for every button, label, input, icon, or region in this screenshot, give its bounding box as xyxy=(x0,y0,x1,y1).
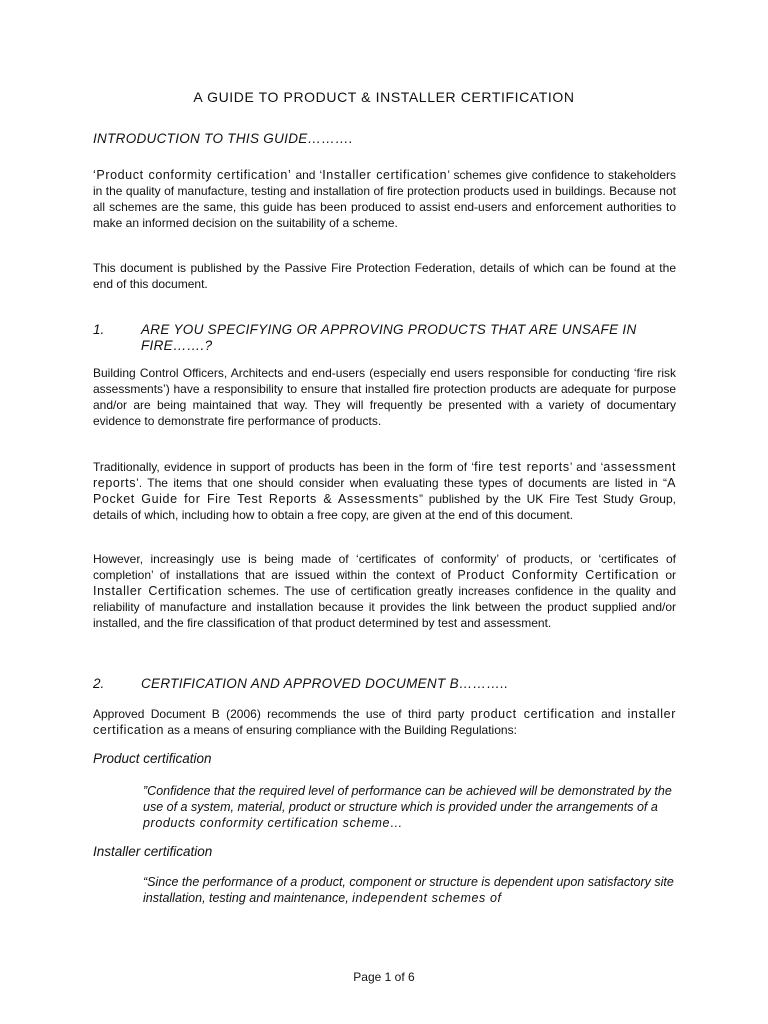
term-product-certification: product certification xyxy=(470,707,595,721)
section-2-number: 2. xyxy=(93,676,105,691)
term-installer-certification-3: installer certification xyxy=(93,707,676,737)
term-product-conformity: ‘Product conformity certification’ xyxy=(93,168,292,182)
term-product-conformity-certification: Product Conformity Certification xyxy=(457,568,659,582)
page-number: Page 1 of 6 xyxy=(353,970,415,984)
term-assessment-reports: assessment reports xyxy=(93,460,677,490)
product-certification-quote: ”Confidence that the required level of performance can be achieved will be demonstrated by the use of a system, material, product or structure which is provided under the arrangements of a products conformity certification scheme… xyxy=(143,784,672,830)
section-1-paragraph-3: However, increasingly use is being made of ‘certificates of conformity’ of products, or ‘certificates of completion’ of installations that are issued within the context of Product Conformity Certification or Installer Certification schemes. The use of certification greatly increases confidence in the quality and reliability of manufacture and installation because it provides the link between the product supplied and/or installed, and the fire classification of that product determined by test and assessment. xyxy=(93,552,676,630)
section-1-heading: ARE YOU SPECIFYING OR APPROVING PRODUCTS THAT ARE UNSAFE IN FIRE…….? xyxy=(141,322,637,353)
product-certification-heading: Product certification xyxy=(93,751,212,766)
intro-heading: INTRODUCTION TO THIS GUIDE………. xyxy=(93,131,354,146)
section-2-heading: CERTIFICATION AND APPROVED DOCUMENT B……….. xyxy=(141,676,509,691)
term-independent-schemes: independent schemes of xyxy=(352,891,502,905)
pocket-guide-title: A Pocket Guide for Fire Test Reports & Assessments xyxy=(93,476,676,506)
installer-certification-quote: “Since the performance of a product, component or structure is dependent upon satisfactory site installation, testing and maintenance, independent schemes of xyxy=(143,875,674,905)
term-products-conformity-scheme: products conformity certification scheme xyxy=(143,816,391,830)
section-1-paragraph-1: Building Control Officers, Architects and end-users (especially end users responsible for conducting ‘fire risk assessments’) have a responsibility to ensure that installed fire protection products are adequate for purpose and/or are being maintained that way. They will frequently be presented with a variety of documentary evidence to demonstrate fire performance of products. xyxy=(93,366,676,428)
section-1-paragraph-2: Traditionally, evidence in support of products has been in the form of ‘fire test reports’ and ‘assessment reports’. The items that one should consider when evaluating these types of documents are listed in “A Pocket Guide for Fire Test Reports & Assessments” published by the UK Fire Test Study Group, details of which, including how to obtain a free copy, are given at the end of this document. xyxy=(93,460,677,522)
term-installer-certification-2: Installer Certification xyxy=(93,584,223,598)
document-title: A GUIDE TO PRODUCT & INSTALLER CERTIFICATION xyxy=(193,89,575,105)
section-1-number: 1. xyxy=(93,322,105,337)
intro-paragraph-1: ‘Product conformity certification’ and ‘Installer certification’ schemes give confidence to stakeholders in the quality of manufacture, testing and installation of fire protection products used in buildings. Because not all schemes are the same, this guide has been produced to assist end-users and enforcement authorities to make an informed decision on the suitability of a scheme. xyxy=(93,168,676,230)
section-2-paragraph-1: Approved Document B (2006) recommends the use of third party product certification and installer certification as a means of ensuring compliance with the Building Regulations: xyxy=(93,707,676,737)
installer-certification-heading: Installer certification xyxy=(93,844,213,859)
term-installer-certification: Installer certification xyxy=(322,168,448,182)
term-fire-test-reports: fire test reports xyxy=(474,460,570,474)
intro-paragraph-2: This document is published by the Passive Fire Protection Federation, details of which can be found at the end of this document. xyxy=(93,261,676,291)
